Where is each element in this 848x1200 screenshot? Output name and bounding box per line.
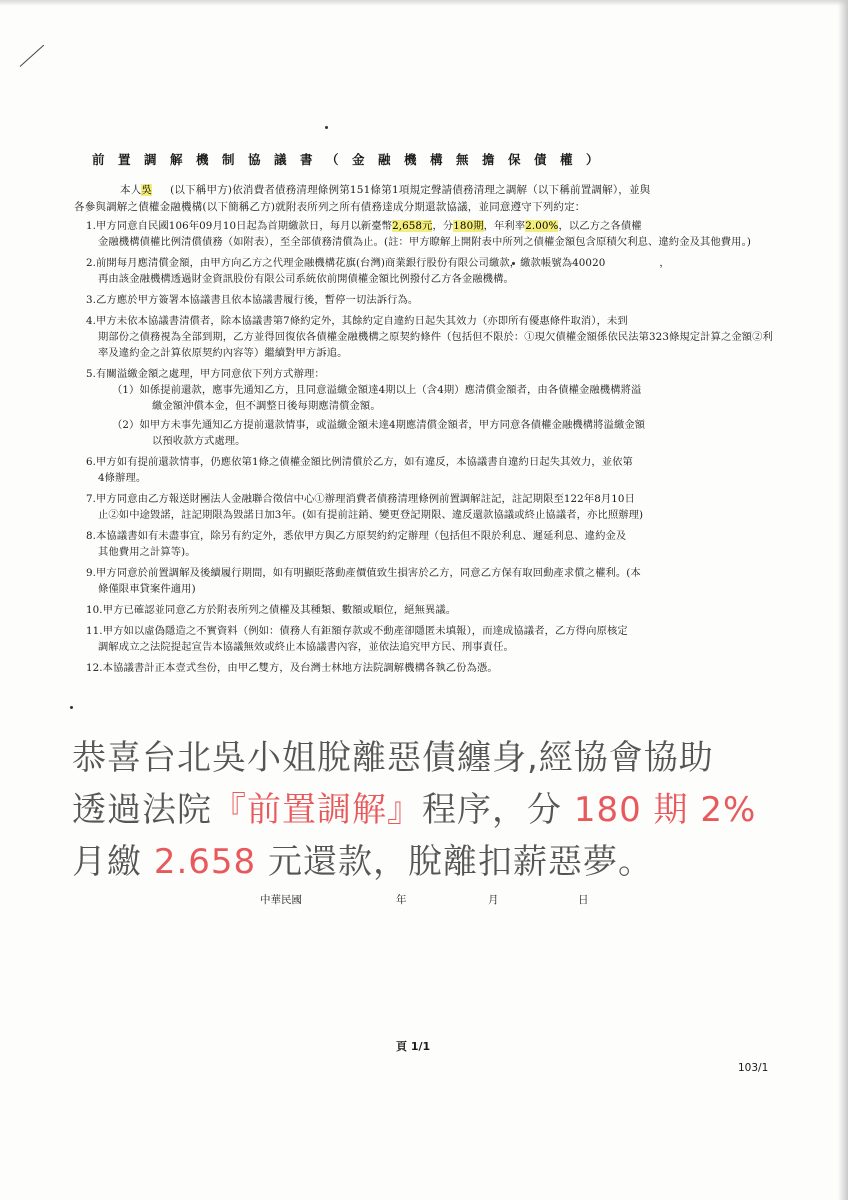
clause-6-text: 6.甲方如有提前還款情事，仍應依第1條之債權金額比例清償於乙方，如有違反，本協議書自違約日起失其效力，並依第 (86, 456, 633, 468)
document-code: 103/1 (738, 1062, 769, 1074)
clause-9-text: 9.甲方同意於前置調解及後續履行期間，如有明顯貶落動產價值致生損害於乙方，同意乙方保有取回動產求償之權利。(本 (86, 567, 641, 579)
clause-7-cont: 止②如中途毀諾，註記期限為毀諾日加3年。(如有提前註銷、變更登記期限、違反還款協議或終止協議者，亦比照辦理) (98, 509, 644, 521)
document-title: 前置調解機制協議書（金融機構無擔保債權） (92, 152, 613, 167)
clause-4 (86, 313, 780, 361)
date-month: 月 (488, 894, 499, 906)
clause-9-cont: 條僅限車貸案件適用) (98, 583, 196, 595)
clause-6 (86, 454, 780, 486)
intro-line1: (以下稱甲方)依消費者債務清理條例第151條第1項規定聲請債務清理之調解（以下稱前置調解），並與 (170, 184, 651, 196)
clause-11-text: 11.甲方如以虛偽隱造之不實資料（例如：債務人有鉅額存款或不動產卻隱匿未填報），而達成協議者，乙方得向原核定 (86, 625, 628, 637)
promo-highlight-amount: 2.658 (153, 842, 257, 882)
promo-highlight-mediation: 『前置調解』 (212, 790, 422, 830)
promo-highlight-term: 180 期 2% (573, 790, 757, 830)
promo-line-3 (72, 836, 788, 888)
promo-line-3-a: 月繳 (72, 842, 154, 882)
promo-line-2-b: 程序，分 (422, 790, 574, 830)
pen-mark (20, 45, 44, 67)
date-year: 年 (396, 894, 407, 906)
scan-edge-top (0, 0, 848, 6)
clause-1-text-b: ，分 (432, 220, 454, 232)
intro-paragraph (74, 182, 774, 216)
clause-10-text: 10.甲方已確認並同意乙方於附表所列之債權及其種類、數額或順位，絕無異議。 (86, 604, 457, 616)
debtor-name: 吳 (141, 184, 153, 196)
clause-8-text: 8.本協議書如有未盡事宜，除另有約定外，悉依甲方與乙方原契約約定辦理（包括但不限於利息、遲延利息、違約金及 (86, 530, 627, 542)
clause-5 (86, 366, 780, 449)
clause-5-sub-1-cont: 繳金額沖償本金，但不調整日後每期應清償金額。 (152, 400, 381, 412)
clause-2-cont: 再由該金融機構透過財金資訊股份有限公司系統依前開債權金額比例撥付乙方各金融機構。 (98, 273, 514, 285)
clause-9 (86, 565, 780, 597)
clause-4-text: 4.甲方未依本協議書清償者，除本協議書第7條約定外，其餘約定自違約日起失其效力（亦即所有優惠條件取消），未到 (86, 315, 628, 327)
monthly-amount: 2,658元 (392, 220, 433, 232)
clause-2-tail: ， (659, 257, 670, 269)
promo-overlay-text (72, 732, 788, 888)
promo-line-2 (72, 784, 788, 836)
clause-2 (86, 255, 780, 287)
clause-1 (86, 218, 780, 250)
installment-count: 180期 (453, 220, 484, 232)
clause-5-sub-2 (86, 417, 780, 449)
clause-11 (86, 623, 780, 655)
date-day: 日 (578, 894, 589, 906)
date-era: 中華民國 (260, 894, 302, 906)
clause-6-cont: 4條辦理。 (98, 472, 147, 484)
clause-12-text: 12.本協議書計正本壹式叁份，由甲乙雙方，及台灣士林地方法院調解機構各執乙份為憑。 (86, 662, 498, 674)
clause-3 (86, 292, 780, 308)
scan-speck (325, 126, 328, 129)
clause-12 (86, 660, 780, 676)
clause-7 (86, 491, 780, 523)
promo-line-3-b: 元還款，脫離扣薪惡夢。 (256, 842, 653, 882)
scan-edge-right (838, 0, 848, 1200)
clause-5-sub-1 (86, 382, 780, 414)
clause-list (86, 218, 780, 681)
clause-5-sub-1-text: （1）如係提前還款，應事先通知乙方，且同意溢繳金額達4期以上（含4期）應清償金額者，由各債權金融機構將溢 (112, 384, 642, 396)
promo-line-2-a: 透過法院 (72, 790, 212, 830)
page-indicator: 頁 1/1 (396, 1040, 431, 1053)
clause-8-cont: 其他費用之計算等)。 (98, 546, 196, 558)
clause-1-text-a: 1.甲方同意自民國106年09月10日起為首期繳款日，每月以新臺幣 (86, 220, 393, 232)
clause-4-cont: 期部份之債務視為全部到期，乙方並得回復依各債權金融機構之原契約條件（包括但不限於：①現欠債權金額係依民法第323條規定計算之金額②利率及違約金之計算依原契約內容等）繼續對甲方訴追。 (98, 331, 773, 359)
clause-11-cont: 調解成立之法院提起宣告本協議無效或終止本協議書內容，並依法追究甲方民、刑事責任。 (98, 641, 514, 653)
clause-7-text: 7.甲方同意由乙方報送財團法人金融聯合徵信中心①辦理消費者債務清理條例前置調解註記，註記期限至122年8月10日 (86, 493, 635, 505)
clause-5-sub-2-cont: 以預收款方式處理。 (152, 435, 246, 447)
intro-prefix: 本人 (120, 184, 142, 196)
clause-1-text-c: ，年利率 (483, 220, 526, 232)
clause-5-text: 5.有關溢繳金額之處理，甲方同意依下列方式辦理： (86, 368, 325, 380)
interest-rate: 2.00% (525, 220, 559, 232)
promo-line-1: 恭喜台北吳小姐脫離惡債纏身,經協會協助 (72, 738, 714, 778)
scan-speck (70, 706, 73, 709)
clause-1-cont: 金融機構債權比例清償債務（如附表），至全部債務清償為止。(註：甲方瞭解上開附表中所列之債權金額包含原積欠利息、違約金及其他費用。) (98, 236, 751, 248)
clause-8 (86, 528, 780, 560)
clause-2-text: 2.前開每月應清償金額，由甲方向乙方之代理金融機構花旗(台灣)商業銀行股份有限公司繳款，繳款帳號為40020 (86, 257, 606, 269)
clause-3-text: 3.乙方應於甲方簽署本協議書且依本協議書履行後，暫停一切法訴行為。 (86, 294, 419, 306)
clause-10 (86, 602, 780, 618)
clause-5-sub-2-text: （2）如甲方未事先通知乙方提前還款情事，或溢繳金額未達4期應清償金額者，甲方同意各債權金融機構將溢繳金額 (112, 419, 646, 431)
clause-1-text-d: ，以乙方之各債權 (558, 220, 642, 232)
intro-line2: 各參與調解之債權金融機構(以下簡稱乙方)就附表所列之所有債務達成分期還款協議，並同意遵守下列約定： (74, 201, 586, 213)
